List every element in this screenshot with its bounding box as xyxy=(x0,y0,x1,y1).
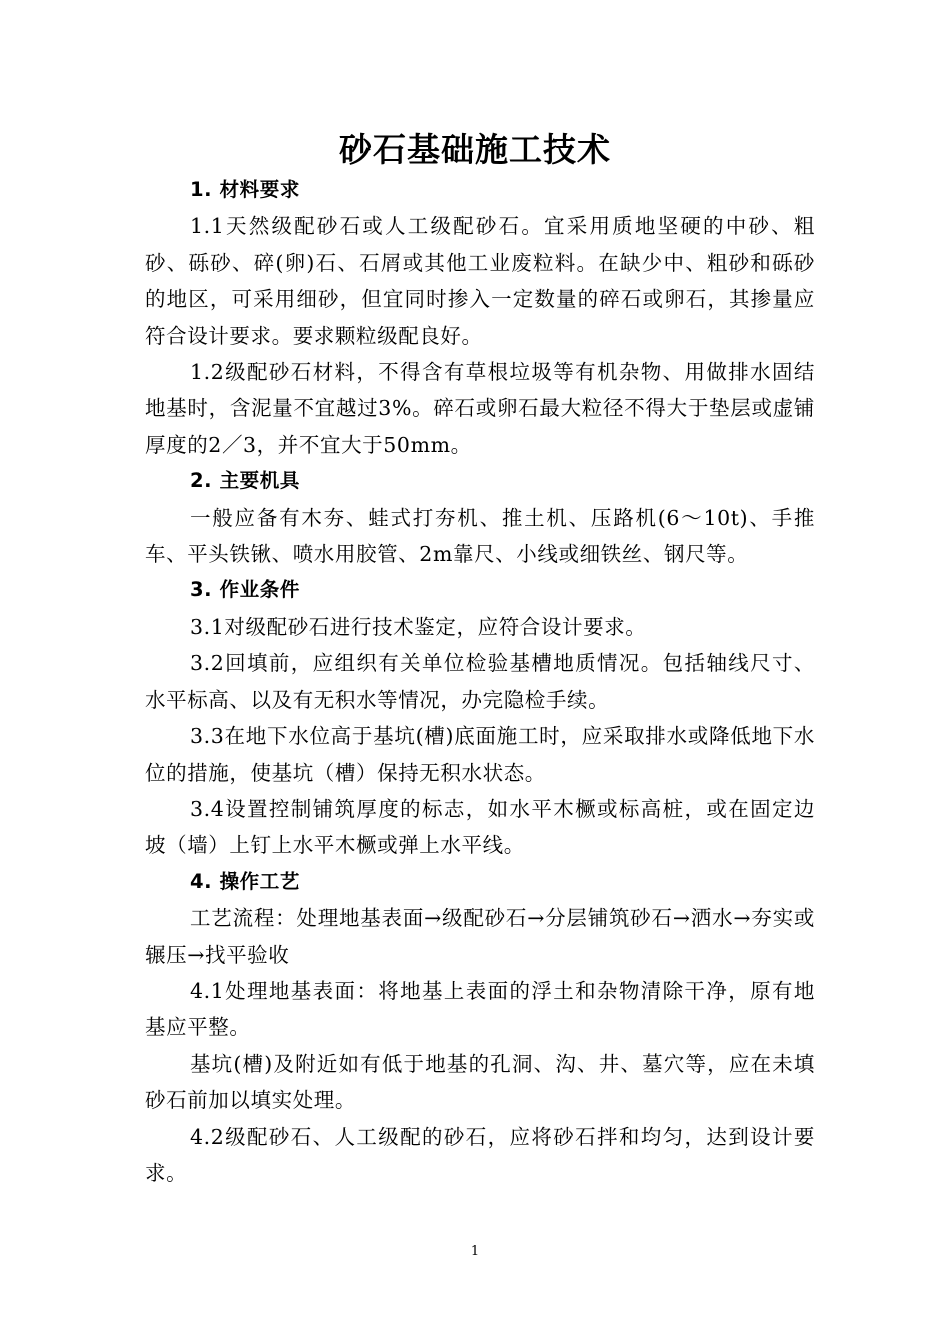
paragraph: 基坑(槽)及附近如有低于地基的孔洞、沟、井、墓穴等，应在未填砂石前加以填实处理。 xyxy=(145,1051,815,1113)
paragraph: 3.3在地下水位高于基坑(槽)底面施工时，应采取排水或降低地下水位的措施，使基坑（槽）保持无积水状态。 xyxy=(145,724,815,785)
paragraph: 工艺流程：处理地基表面→级配砂石→分层铺筑砂石→洒水→夯实或辗压→找平验收 xyxy=(145,906,815,967)
paragraph: 4.2级配砂石、人工级配的砂石，应将砂石拌和均匀，达到设计要求。 xyxy=(145,1124,815,1185)
section-heading: 1. 材料要求 xyxy=(190,178,300,201)
paragraph: 4.1处理地基表面：将地基上表面的浮土和杂物清除干净，原有地基应平整。 xyxy=(145,978,815,1040)
paragraph: 1.1天然级配砂石或人工级配砂石。宜采用质地坚硬的中砂、粗砂、砾砂、碎(卵)石、石屑或其他工业废粒料。在缺少中、粗砂和砾砂的地区，可采用细砂，但宜同时掺入一定数量的碎石或卵石，其掺量应符合设计要求。要求颗粒级配良好。 xyxy=(145,214,815,348)
section-heading: 2. 主要机具 xyxy=(190,469,300,493)
paragraph: 3.2回填前，应组织有关单位检验基槽地质情况。包括轴线尺寸、水平标高、以及有无积水等情况，办完隐检手续。 xyxy=(145,651,815,712)
paragraph: 3.4设置控制铺筑厚度的标志，如水平木橛或标高桩，或在固定边坡（墙）上钉上水平木橛或弹上水平线。 xyxy=(145,796,815,858)
paragraph: 3.1对级配砂石进行技术鉴定，应符合设计要求。 xyxy=(190,614,647,639)
document-body xyxy=(145,172,815,1191)
paragraph: 一般应备有木夯、蛙式打夯机、推土机、压路机(6～10t)、手推车、平头铁锹、喷水用胶管、2m靠尺、小线或细铁丝、钢尺等。 xyxy=(145,505,815,567)
page-title: 砂石基础施工技术 xyxy=(339,130,611,169)
section-heading: 3. 作业条件 xyxy=(190,578,300,602)
page-number: 1 xyxy=(470,1244,480,1259)
paragraph: 1.2级配砂石材料，不得含有草根垃圾等有机杂物、用做排水固结地基时，含泥量不宜越过3%。碎石或卵石最大粒径不得大于垫层或虚铺厚度的2／3，并不宜大于50mm。 xyxy=(145,360,815,457)
section-heading: 4. 操作工艺 xyxy=(190,869,300,893)
